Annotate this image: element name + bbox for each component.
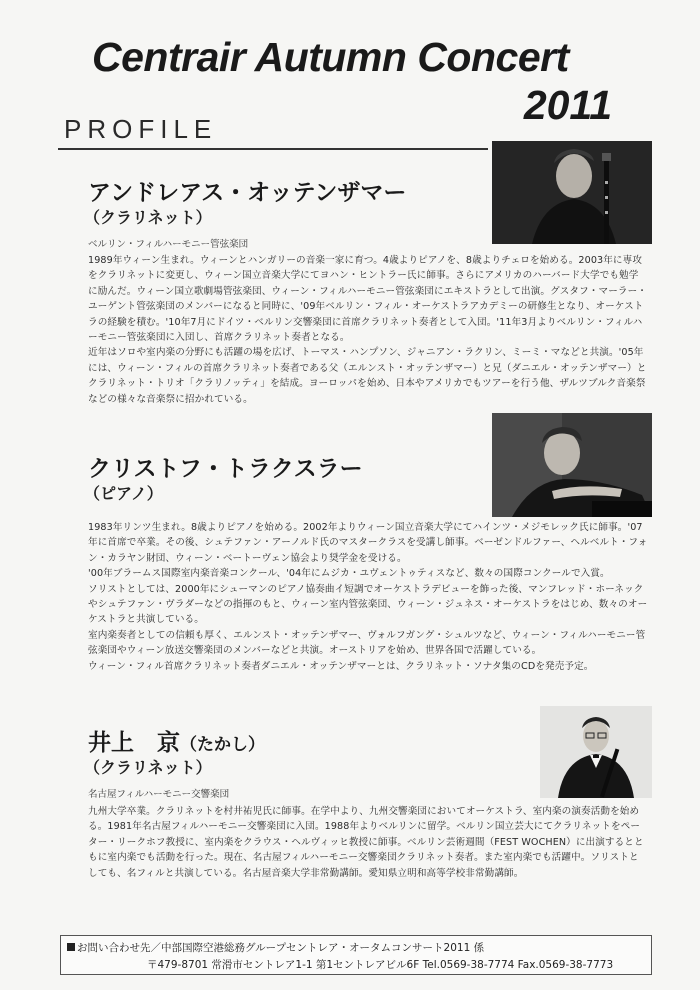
artist-name-ottensamer: アンドレアス・オッテンザマー [88, 179, 407, 206]
square-bullet-icon [67, 943, 75, 951]
contact-box [60, 935, 652, 975]
artist-name-traxler: クリストフ・トラクスラー [88, 455, 363, 482]
profile-heading: PROFILE [64, 114, 218, 144]
bio-paragraph: ソリストとしては、2000年にシューマンのピアノ協奏曲イ短調でオーケストラデビューを飾った後、マンフレッド・ホーネックやシュテファン・ヴラダーなどの指揮のもと、ウィーン室内管弦楽団、ウィーン・ジュネス・オーケストラをはじめ、数々のオーケストラと共演している。 [88, 583, 648, 626]
artist-instrument-traxler: （ピアノ） [84, 484, 163, 503]
artist-name-text: 井上 京 [88, 729, 180, 756]
contact-address: 〒479-8701 常滑市セントレア1-1 第1セントレアビル6F Tel.0569-38-7774 Fax.0569-38-7773 [147, 959, 614, 971]
bio-paragraph: 1989年ウィーン生まれ。ウィーンとハンガリーの音楽一家に育つ。4歳よりピアノを、8歳よりチェロを始める。2003年に専攻をクラリネットに変更し、ウィーン国立音楽大学にてヨハン・ヒントラー氏に師事。さらにアメリカのハーバード大学でも勉学に励んだ。ウィーン国立歌劇場管弦楽団、ウィーン・フィルハーモニー管弦楽団にエキストラとして出演。グスタフ・マーラー・ユーゲント管弦楽団のメンバーになると同時に、'09年ベルリン・フィル・オーケストラアカデミーの研修生となり、オーケストラの経験を積む。'10年7月にドイツ・ベルリン交響楽団に首席クラリネット奏者として入団。'11年3月よりベルリン・フィルハーモニー管弦楽団に入団し、首席クラリネット奏者となる。 [88, 255, 647, 344]
profile-rule [58, 148, 488, 150]
bio-paragraph: 近年はソロや室内楽の分野にも活躍の場を広げ、トーマス・ハンプソン、ジャニアン・ラクリン、ミーミ・マなどと共演。'05年には、ウィーン・フィルの首席クラリネット奏者である父（エルンスト・オッテンザマー）と兄（ダニエル・オッテンザマー）とクラリネット・トリオ「クラリノッティ」を結成。ヨーロッパを始め、日本やアメリカでもツアーを行う他、ザルツブルク音楽祭などの様々な音楽祭に招かれている。 [88, 347, 647, 405]
bio-paragraph: '00年ブラームス国際室内楽音楽コンクール、'04年にムジカ・ユヴェントゥティスなど、数々の国際コンクールで入賞。 [88, 568, 610, 580]
bio-paragraph: 九州大学卒業。クラリネットを村井祐児氏に師事。在学中より、九州交響楽団においてオーケストラ、室内楽の演奏活動を始める。1981年名古屋フィルハーモニー交響楽団に入団。1988年よりベルリンに留学。ベルリン国立芸大にてクラリネットをペーター・リークホフ教授に、室内楽をクラウス・ヘルヴィッヒ教授に師事。ベルリン芸術週間（FEST WOCHEN）に出演するとともに室内楽でも活動を行った。現在、名古屋フィルハーモニー交響楽団クラリネット奏者。また室内楽でも活躍中。ソリストとしても、名フィルと共演している。名古屋音楽大学非常勤講師。愛知県立明和高等学校非常勤講師。 [88, 806, 644, 879]
artist-name-inoue [88, 724, 265, 757]
artist-photo-traxler [492, 413, 652, 517]
artist-photo-ottensamer [492, 141, 652, 244]
concert-year: 2011 [523, 82, 612, 128]
artist-organization-inoue: 名古屋フィルハーモニー交響楽団 [88, 789, 230, 800]
bio-paragraph: 1983年リンツ生まれ。8歳よりピアノを始める。2002年よりウィーン国立音楽大学にてハインツ・メジモレック氏に師事。'07年に首席で卒業。その後、シュテファン・アーノルド氏のマスタークラスを受講し師事。ベーゼンドルファー、ヘルベルト・フォン・カラヤン財団、ウィーン・ベートーヴェン協会より奨学金を受ける。 [88, 522, 648, 564]
artist-organization-ottensamer: ベルリン・フィルハーモニー管弦楽団 [88, 239, 249, 250]
artist-instrument-ottensamer: （クラリネット） [84, 208, 212, 227]
concert-title: Centrair Autumn Concert [92, 34, 569, 80]
artist-name-reading: （たかし） [180, 735, 265, 755]
artist-instrument-inoue: （クラリネット） [84, 758, 212, 777]
bio-paragraph: ウィーン・フィル首席クラリネット奏者ダニエル・オッテンザマーとは、クラリネット・ソナタ集のCDを発売予定。 [88, 660, 594, 672]
artist-bio-inoue [88, 804, 648, 881]
artist-bio-traxler [88, 520, 648, 674]
artist-bio-ottensamer [88, 253, 648, 407]
bio-paragraph: 室内楽奏者としての信頼も厚く、エルンスト・オッテンザマー、ヴォルフガング・シュルツなど、ウィーン・フィルハーモニー管弦楽団やウィーン放送交響楽団のメンバーなどと共演。オーストリアを始め、世界各国で活躍している。 [88, 629, 646, 657]
contact-organization: お問い合わせ先／中部国際空港総務グループセントレア・オータムコンサート2011 係 [77, 942, 485, 954]
contact-line-1 [67, 940, 484, 955]
artist-photo-inoue [540, 706, 652, 798]
